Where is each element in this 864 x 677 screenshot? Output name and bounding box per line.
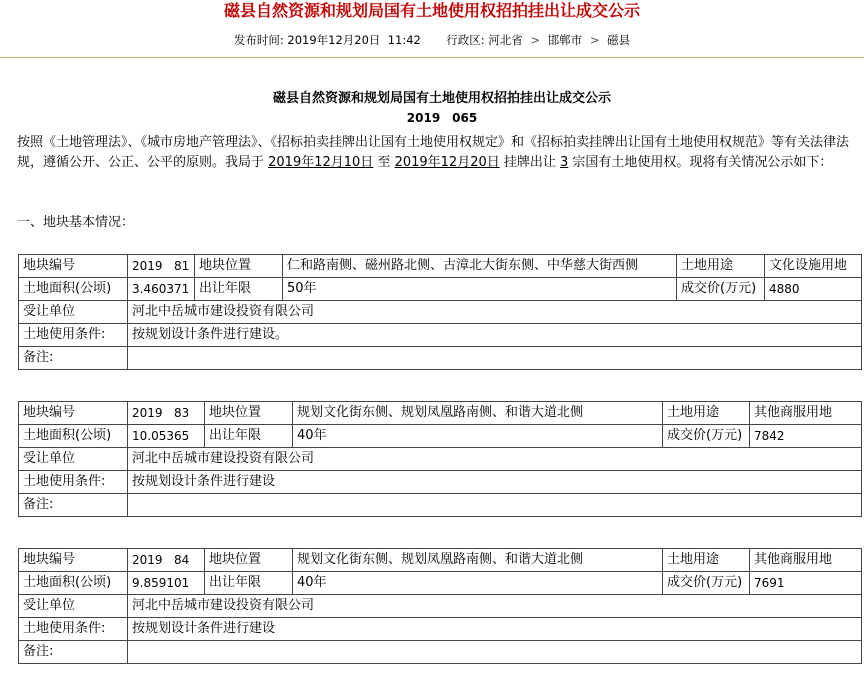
region-city: 邯郸市 xyxy=(547,33,583,47)
table-row xyxy=(19,402,862,425)
header-divider xyxy=(0,57,864,58)
page-title: 磁县自然资源和规划局国有土地使用权招拍挂出让成交公示 xyxy=(223,1,640,20)
conditions-value: 按规划设计条件进行建设 xyxy=(128,471,862,494)
remarks-label: 备注: xyxy=(19,494,128,517)
price-value: 7691 xyxy=(750,572,862,595)
plot-no-label: 地块编号 xyxy=(19,255,128,278)
publish-meta xyxy=(0,32,864,48)
table-row xyxy=(19,324,862,347)
region-county: 磁县 xyxy=(607,33,631,47)
use-value: 其他商服用地 xyxy=(750,402,862,425)
plot-no-value: 2019 81 xyxy=(128,255,195,278)
remarks-value xyxy=(128,641,862,664)
area-label: 土地面积(公顷) xyxy=(19,278,128,301)
term-value: 40年 xyxy=(293,572,663,595)
use-value: 其他商服用地 xyxy=(750,549,862,572)
grantee-value: 河北中岳城市建设投资有限公司 xyxy=(128,448,862,471)
start-date: 2019年12月10日 xyxy=(268,155,374,170)
region-province: 河北省 xyxy=(488,33,523,47)
term-label: 出让年限 xyxy=(205,425,293,448)
term-label: 出让年限 xyxy=(195,278,283,301)
remarks-value xyxy=(128,347,862,370)
use-label: 土地用途 xyxy=(677,255,765,278)
document-number-year: 2019 xyxy=(406,111,441,125)
table-row xyxy=(19,595,862,618)
location-value: 规划文化街东侧、规划凤凰路南侧、和谐大道北侧 xyxy=(293,402,663,425)
intro-to: 至 xyxy=(373,155,395,170)
location-value: 规划文化街东侧、规划凤凰路南侧、和谐大道北侧 xyxy=(293,549,663,572)
plot-table xyxy=(18,254,862,370)
area-label: 土地面积(公顷) xyxy=(19,572,128,595)
intro-text: 按照《土地管理法》、《城市房地产管理法》、《招标拍卖挂牌出让国有土地使用权规定》和《招标拍卖挂牌出让国有土地使用权规范》等有关法律法规，遵循公开、公正、公平的原则。我局于 xyxy=(17,135,850,170)
area-value: 10.05365 xyxy=(128,425,205,448)
plot-no-label: 地块编号 xyxy=(19,549,128,572)
term-value: 40年 xyxy=(293,425,663,448)
table-row xyxy=(19,255,862,278)
location-label: 地块位置 xyxy=(195,255,283,278)
conditions-value: 按规划设计条件进行建设 xyxy=(128,618,862,641)
publish-time: 2019年12月20日 11:42 xyxy=(287,33,421,47)
use-value: 文化设施用地 xyxy=(765,255,862,278)
intro-text: 挂牌出让 xyxy=(499,155,561,170)
remarks-value xyxy=(128,494,862,517)
section-title: 一、地块基本情况： xyxy=(17,215,135,230)
table-row xyxy=(19,448,862,471)
intro-text: 宗国有土地使用权。现将有关情况公示如下： xyxy=(568,155,833,170)
end-date: 2019年12月20日 xyxy=(394,155,500,170)
plot-table xyxy=(18,401,862,517)
grantee-label: 受让单位 xyxy=(19,595,128,618)
plot-table xyxy=(18,548,862,664)
price-label: 成交价(万元) xyxy=(663,425,750,448)
plot-no-value: 2019 83 xyxy=(128,402,205,425)
use-label: 土地用途 xyxy=(663,549,750,572)
remarks-label: 备注: xyxy=(19,347,128,370)
conditions-label: 土地使用条件: xyxy=(19,324,128,347)
use-label: 土地用途 xyxy=(663,402,750,425)
area-value: 3.460371 xyxy=(128,278,195,301)
region-label: 行政区: xyxy=(446,33,485,47)
publish-time-label: 发布时间: xyxy=(233,33,284,47)
price-value: 7842 xyxy=(750,425,862,448)
table-row xyxy=(19,347,862,370)
conditions-value: 按规划设计条件进行建设。 xyxy=(128,324,862,347)
location-label: 地块位置 xyxy=(205,549,293,572)
table-row xyxy=(19,301,862,324)
table-row xyxy=(19,425,862,448)
location-value: 仁和路南侧、磁州路北侧、古漳北大街东侧、中华慈大街西侧 xyxy=(283,255,677,278)
intro-paragraph xyxy=(17,133,862,173)
table-row xyxy=(19,278,862,301)
breadcrumb-separator: > xyxy=(530,33,541,47)
term-label: 出让年限 xyxy=(205,572,293,595)
plot-count: 3 xyxy=(560,155,569,170)
grantee-value: 河北中岳城市建设投资有限公司 xyxy=(128,595,862,618)
grantee-label: 受让单位 xyxy=(19,448,128,471)
conditions-label: 土地使用条件: xyxy=(19,618,128,641)
remarks-label: 备注: xyxy=(19,641,128,664)
plot-no-label: 地块编号 xyxy=(19,402,128,425)
table-row xyxy=(19,549,862,572)
price-value: 4880 xyxy=(765,278,862,301)
plot-no-value: 2019 84 xyxy=(128,549,205,572)
term-value: 50年 xyxy=(283,278,677,301)
grantee-value: 河北中岳城市建设投资有限公司 xyxy=(128,301,862,324)
table-row xyxy=(19,494,862,517)
location-label: 地块位置 xyxy=(205,402,293,425)
price-label: 成交价(万元) xyxy=(663,572,750,595)
table-row xyxy=(19,572,862,595)
document-number-seq: 065 xyxy=(452,111,478,125)
area-value: 9.859101 xyxy=(128,572,205,595)
table-row xyxy=(19,641,862,664)
conditions-label: 土地使用条件: xyxy=(19,471,128,494)
document-number xyxy=(0,110,864,126)
price-label: 成交价(万元) xyxy=(677,278,765,301)
table-row xyxy=(19,618,862,641)
breadcrumb-separator: > xyxy=(589,33,600,47)
table-row xyxy=(19,471,862,494)
area-label: 土地面积(公顷) xyxy=(19,425,128,448)
grantee-label: 受让单位 xyxy=(19,301,128,324)
document-title: 磁县自然资源和规划局国有土地使用权招拍挂出让成交公示 xyxy=(272,91,611,106)
